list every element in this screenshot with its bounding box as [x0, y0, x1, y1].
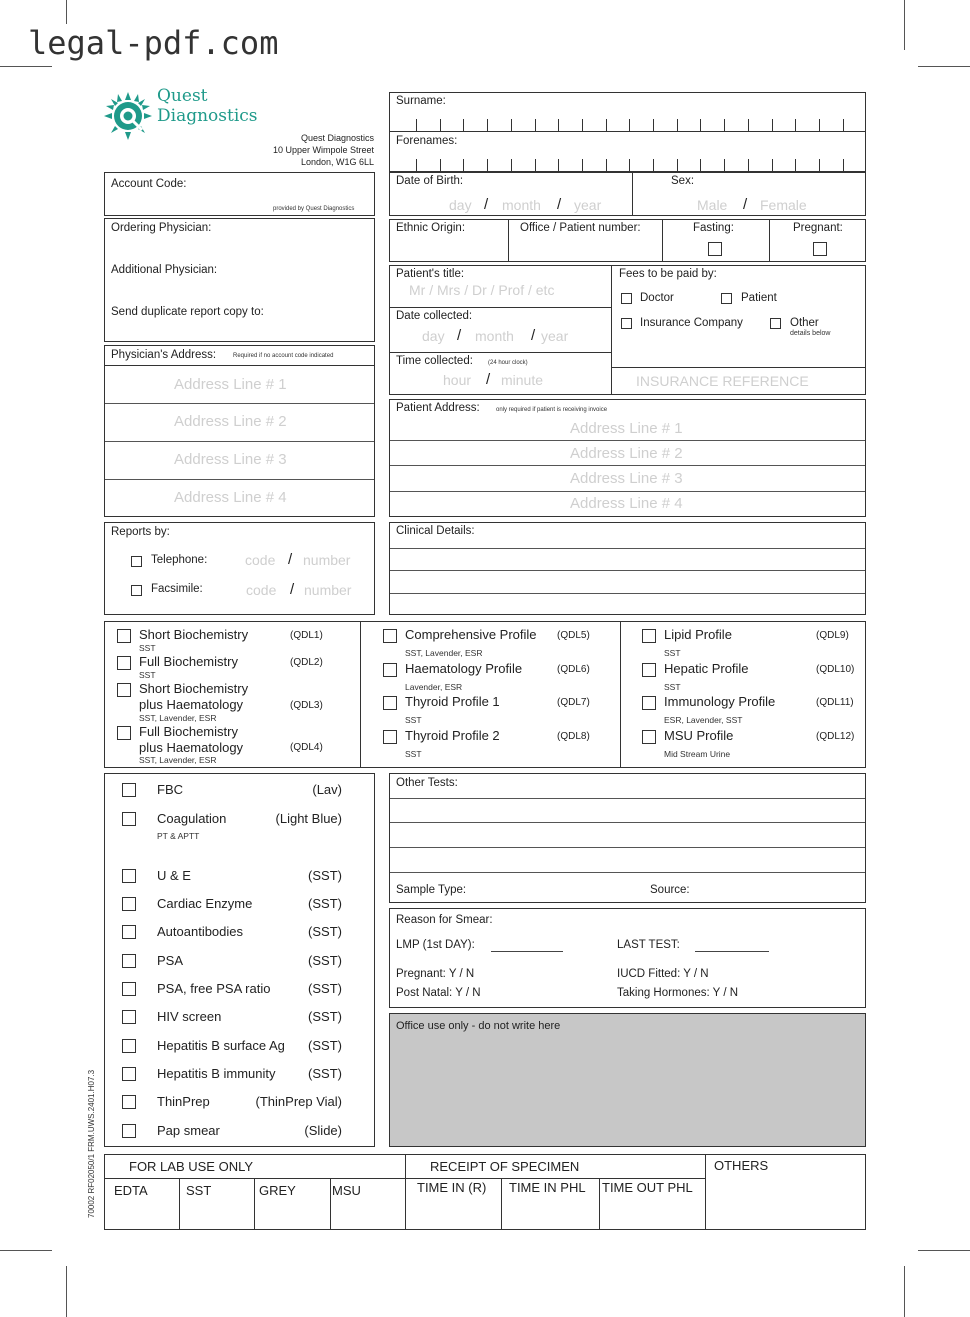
pregnant-label: Pregnant: — [793, 222, 843, 234]
letter-tick — [582, 159, 583, 171]
letter-tick — [463, 159, 464, 171]
fees-doctor-checkbox[interactable] — [621, 293, 632, 304]
letter-tick — [772, 159, 773, 171]
profile-tubes: SST — [664, 682, 681, 692]
test-checkbox[interactable] — [122, 869, 136, 883]
collected-day-field[interactable]: day — [422, 328, 445, 344]
letter-tick — [629, 119, 630, 131]
patient-address-line-1[interactable]: Address Line # 1 — [570, 420, 683, 437]
letter-tick — [772, 119, 773, 131]
profiles-box — [104, 621, 866, 768]
test-name: FBC — [157, 782, 183, 797]
letter-tick — [819, 159, 820, 171]
surname-label: Surname: — [396, 95, 446, 107]
profile-checkbox-qdl4[interactable] — [117, 726, 131, 740]
profile-name: plus Haematology — [139, 740, 244, 755]
collected-hour-field[interactable]: hour — [443, 372, 472, 388]
letter-tick — [558, 119, 559, 131]
other-tests-box[interactable] — [389, 773, 866, 903]
telephone-code-field[interactable]: code — [245, 552, 276, 568]
test-checkbox[interactable] — [122, 925, 136, 939]
profile-code: (QDL8) — [557, 731, 590, 742]
profile-tubes: SST, Lavender, ESR — [139, 713, 217, 723]
profile-name: Short Biochemistry — [139, 681, 249, 696]
other-tests-label: Other Tests: — [396, 777, 458, 789]
letter-tick — [795, 159, 796, 171]
company-address-line: London, W1G 6LL — [300, 157, 374, 167]
profile-tubes: SST — [139, 643, 156, 653]
test-tube: (ThinPrep Vial) — [255, 1094, 342, 1109]
test-name: PSA — [157, 953, 184, 968]
profile-name: Thyroid Profile 1 — [405, 694, 500, 709]
test-sub: PT & APTT — [157, 831, 200, 841]
slash: / — [557, 196, 562, 213]
test-name: Autoantibodies — [157, 924, 244, 939]
letter-tick — [535, 159, 536, 171]
sex-female-option[interactable]: Female — [760, 197, 807, 213]
account-code-box[interactable] — [104, 172, 375, 216]
profile-checkbox-qdl5[interactable] — [383, 629, 397, 643]
receipt-title: RECEIPT OF SPECIMEN — [430, 1159, 580, 1174]
divider — [105, 479, 374, 480]
fees-insurance-checkbox[interactable] — [621, 318, 632, 329]
patient-address-note: only required if patient is receiving invoice — [496, 407, 608, 413]
letter-tick — [724, 159, 725, 171]
physician-box[interactable] — [104, 218, 375, 342]
others-title: OTHERS — [714, 1158, 769, 1173]
profile-tubes: SST — [405, 715, 422, 725]
lab-use-title: FOR LAB USE ONLY — [129, 1159, 254, 1174]
slash: / — [288, 551, 293, 568]
patient-address-line-4[interactable]: Address Line # 4 — [570, 495, 683, 512]
divider — [390, 352, 611, 353]
profile-tubes: SST — [405, 749, 422, 759]
profile-checkbox-qdl2[interactable] — [117, 656, 131, 670]
last-test-label: LAST TEST: — [617, 939, 680, 951]
post-natal-yn[interactable]: Post Natal: Y / N — [396, 987, 481, 999]
source-label: Source: — [650, 884, 690, 896]
dob-year-field[interactable]: year — [574, 197, 602, 213]
ordering-physician-label: Ordering Physician: — [111, 222, 212, 234]
test-checkbox[interactable] — [122, 1067, 136, 1081]
profile-name: Short Biochemistry — [139, 627, 249, 642]
divider — [390, 491, 865, 492]
facsimile-number-field[interactable]: number — [304, 582, 352, 598]
profile-name: MSU Profile — [664, 728, 734, 743]
profile-code: (QDL9) — [816, 630, 849, 641]
watermark-text: legal-pdf.com — [28, 24, 279, 62]
test-name: Hepatitis B surface Ag — [157, 1038, 285, 1053]
profile-code: (QDL5) — [557, 630, 590, 641]
divider — [105, 441, 374, 442]
company-address-line: Quest Diagnostics — [300, 133, 374, 143]
divider — [611, 367, 865, 368]
test-name: Pap smear — [157, 1123, 220, 1138]
taking-hormones-yn[interactable]: Taking Hormones: Y / N — [617, 987, 739, 999]
profile-name: Full Biochemistry — [139, 654, 238, 669]
divider — [105, 403, 374, 404]
slash: / — [484, 196, 489, 213]
sex-label: Sex: — [671, 175, 695, 187]
letter-tick — [535, 119, 536, 131]
crop-mark — [0, 66, 52, 67]
profile-tubes: SST — [664, 648, 681, 658]
profile-name: Hepatic Profile — [664, 661, 749, 676]
physician-address-line-3[interactable]: Address Line # 3 — [174, 451, 287, 468]
profile-name: Comprehensive Profile — [405, 627, 537, 642]
test-checkbox[interactable] — [122, 897, 136, 911]
profile-name: Haematology Profile — [405, 661, 523, 676]
letter-tick — [487, 159, 488, 171]
forenames-label: Forenames: — [396, 135, 458, 147]
additional-physician-label: Additional Physician: — [111, 264, 218, 276]
test-checkbox[interactable] — [122, 783, 136, 797]
letter-tick — [463, 119, 464, 131]
profile-code: (QDL2) — [290, 657, 323, 668]
collected-minute-field[interactable]: minute — [501, 372, 544, 388]
crop-mark — [918, 66, 970, 67]
smear-pregnant-yn[interactable]: Pregnant: Y / N — [396, 968, 475, 980]
smear-box — [389, 908, 866, 1008]
divider — [501, 1178, 502, 1229]
letter-tick — [416, 119, 417, 131]
clinical-details-box[interactable] — [389, 522, 866, 615]
crop-mark — [0, 1250, 52, 1251]
profile-checkbox-qdl7[interactable] — [383, 696, 397, 710]
divider — [599, 1178, 600, 1229]
test-tube: (SST) — [308, 1066, 342, 1081]
divider — [508, 220, 509, 261]
insurance-reference-field[interactable]: INSURANCE REFERENCE — [636, 373, 809, 389]
profile-code: (QDL7) — [557, 697, 590, 708]
receipt-time-in-phl[interactable]: TIME IN PHL — [509, 1180, 586, 1195]
letter-tick — [416, 159, 417, 171]
quest-logo — [102, 90, 154, 142]
facsimile-code-field[interactable]: code — [246, 582, 277, 598]
letter-tick — [843, 159, 844, 171]
divider — [330, 1178, 331, 1229]
test-name: Hepatitis B immunity — [157, 1066, 276, 1081]
profile-code: (QDL3) — [290, 700, 323, 711]
profile-checkbox-qdl3[interactable] — [117, 683, 131, 697]
letter-tick — [700, 119, 701, 131]
dob-label: Date of Birth: — [396, 175, 464, 187]
sample-type-label: Sample Type: — [396, 884, 467, 896]
facsimile-label: Facsimile: — [151, 583, 203, 595]
letter-tick — [700, 159, 701, 171]
profile-name: Lipid Profile — [664, 627, 732, 642]
divider — [390, 465, 865, 466]
letter-tick — [606, 159, 607, 171]
lab-col-sst[interactable]: SST — [186, 1183, 212, 1198]
profile-code: (QDL6) — [557, 664, 590, 675]
divider — [632, 173, 633, 215]
dob-sex-box — [389, 172, 866, 216]
slash: / — [290, 581, 295, 598]
test-tube: (Lav) — [312, 782, 342, 797]
reason-for-smear-label: Reason for Smear: — [396, 914, 493, 926]
letter-tick — [795, 119, 796, 131]
fees-other-label: Other — [790, 317, 819, 329]
physician-address-label: Physician's Address: — [111, 349, 217, 361]
slash: / — [486, 371, 491, 388]
test-name: U & E — [157, 868, 191, 883]
letter-tick — [748, 119, 749, 131]
facsimile-checkbox[interactable] — [131, 585, 142, 596]
ethnic-origin-label: Ethnic Origin: — [396, 222, 466, 234]
company-address-line: 10 Upper Wimpole Street — [272, 145, 374, 155]
fees-patient-label: Patient — [741, 292, 777, 304]
fees-doctor-label: Doctor — [640, 292, 674, 304]
physician-address-line-2[interactable]: Address Line # 2 — [174, 413, 287, 430]
last-test-field[interactable] — [695, 951, 769, 952]
profile-tubes: SST — [139, 670, 156, 680]
physician-address-note: Required if no account code indicated — [233, 353, 334, 359]
crop-mark — [918, 1250, 970, 1251]
profile-name: Thyroid Profile 2 — [405, 728, 500, 743]
patient-address-line-2[interactable]: Address Line # 2 — [570, 445, 683, 462]
letter-tick — [724, 119, 725, 131]
letter-tick — [582, 119, 583, 131]
pregnant-checkbox[interactable] — [813, 242, 827, 256]
account-code-label: Account Code: — [111, 178, 187, 190]
profile-code: (QDL10) — [816, 664, 855, 675]
profile-tubes: Lavender, ESR — [405, 682, 463, 692]
divider — [254, 1178, 255, 1229]
physician-address-line-1[interactable]: Address Line # 1 — [174, 376, 287, 393]
details-below-note: details below — [790, 330, 831, 337]
divider — [611, 266, 612, 394]
divider — [662, 220, 663, 261]
profile-name: Immunology Profile — [664, 694, 776, 709]
brand-line2: Diagnostics — [157, 106, 258, 126]
profile-checkbox-qdl1[interactable] — [117, 629, 131, 643]
office-use-box — [389, 1013, 866, 1147]
test-tube: (SST) — [308, 981, 342, 996]
test-tube: (Slide) — [304, 1123, 342, 1138]
letter-tick — [819, 119, 820, 131]
test-tube: (SST) — [308, 868, 342, 883]
lmp-label: LMP (1st DAY): — [396, 939, 475, 951]
letter-tick — [487, 119, 488, 131]
ethnic-box — [389, 219, 866, 262]
crop-mark — [904, 0, 905, 50]
letter-tick — [440, 159, 441, 171]
letter-tick — [606, 119, 607, 131]
divider — [705, 1155, 706, 1229]
dob-day-field[interactable]: day — [449, 197, 472, 213]
letter-tick — [677, 159, 678, 171]
divider — [390, 847, 865, 848]
crop-mark — [66, 1266, 67, 1317]
patient-address-line-3[interactable]: Address Line # 3 — [570, 470, 683, 487]
telephone-checkbox[interactable] — [131, 556, 142, 567]
test-tube: (SST) — [308, 896, 342, 911]
crop-mark — [904, 1266, 905, 1317]
profile-code: (QDL1) — [290, 630, 323, 641]
test-checkbox[interactable] — [122, 954, 136, 968]
profile-checkbox-qdl8[interactable] — [383, 730, 397, 744]
test-name: PSA, free PSA ratio — [157, 981, 271, 996]
collected-year-field[interactable]: year — [541, 328, 569, 344]
dob-month-field[interactable]: month — [502, 197, 541, 213]
telephone-number-field[interactable]: number — [303, 552, 351, 568]
sex-male-option[interactable]: Male — [697, 197, 728, 213]
profile-checkbox-qdl10[interactable] — [642, 663, 656, 677]
profile-checkbox-qdl9[interactable] — [642, 629, 656, 643]
test-name: Cardiac Enzyme — [157, 896, 253, 911]
fasting-label: Fasting: — [693, 222, 734, 234]
test-checkbox[interactable] — [122, 982, 136, 996]
divider — [390, 440, 865, 441]
profile-tubes: SST, Lavender, ESR — [139, 755, 217, 765]
divider — [360, 622, 361, 767]
time-collected-label: Time collected: — [396, 355, 473, 367]
slash: / — [743, 196, 748, 213]
test-checkbox[interactable] — [122, 1095, 136, 1109]
receipt-time-out-phl[interactable]: TIME OUT PHL — [602, 1180, 693, 1195]
physician-address-box — [104, 345, 375, 517]
letter-tick — [843, 119, 844, 131]
lab-col-grey[interactable]: GREY — [259, 1183, 296, 1198]
lab-use-table — [104, 1154, 866, 1230]
patient-title-field[interactable]: Mr / Mrs / Dr / Prof / etc — [409, 282, 555, 298]
profile-checkbox-qdl11[interactable] — [642, 696, 656, 710]
profile-name: Full Biochemistry — [139, 724, 238, 739]
divider — [405, 1155, 406, 1229]
test-checkbox[interactable] — [122, 1124, 136, 1138]
form-code: 70002 RF02050/1 FRM.UWS.2401.H07.3 — [87, 1069, 96, 1218]
lmp-field[interactable] — [491, 951, 563, 952]
profile-code: (QDL4) — [290, 742, 323, 753]
office-patient-number-label: Office / Patient number: — [520, 222, 641, 234]
letter-tick — [558, 159, 559, 171]
send-duplicate-label: Send duplicate report copy to: — [111, 306, 264, 318]
profile-code: (QDL11) — [816, 697, 854, 708]
fees-patient-checkbox[interactable] — [721, 293, 732, 304]
divider — [390, 822, 865, 823]
divider — [105, 365, 374, 366]
divider — [179, 1178, 180, 1229]
profile-code: (QDL12) — [816, 731, 855, 742]
patient-address-label: Patient Address: — [396, 402, 480, 414]
physician-address-line-4[interactable]: Address Line # 4 — [174, 489, 287, 506]
test-tube: (Light Blue) — [275, 811, 342, 826]
patient-address-box — [389, 399, 866, 517]
slash: / — [457, 327, 462, 344]
letter-tick — [511, 119, 512, 131]
reports-by-box — [104, 522, 375, 615]
profile-name: plus Haematology — [139, 697, 244, 712]
letter-tick — [653, 159, 654, 171]
collected-month-field[interactable]: month — [475, 328, 514, 344]
collection-fees-box — [389, 265, 866, 395]
letter-tick — [653, 119, 654, 131]
company-address — [200, 132, 374, 168]
profile-checkbox-qdl6[interactable] — [383, 663, 397, 677]
date-collected-label: Date collected: — [396, 310, 473, 322]
lab-col-edta[interactable]: EDTA — [114, 1183, 148, 1198]
fees-paid-by-label: Fees to be paid by: — [619, 268, 717, 280]
office-use-label: Office use only - do not write here — [396, 1020, 561, 1032]
test-name: Coagulation — [157, 811, 227, 826]
slash: / — [531, 327, 536, 344]
letter-tick — [511, 159, 512, 171]
test-checkbox[interactable] — [122, 1039, 136, 1053]
test-checkbox[interactable] — [122, 1010, 136, 1024]
divider — [769, 220, 770, 261]
letter-tick — [677, 119, 678, 131]
letter-tick — [629, 159, 630, 171]
test-name: HIV screen — [157, 1009, 222, 1024]
test-tube: (SST) — [308, 953, 342, 968]
divider — [390, 798, 865, 799]
test-tube: (SST) — [308, 1009, 342, 1024]
fees-other-checkbox[interactable] — [770, 318, 781, 329]
divider — [390, 548, 865, 549]
profile-tubes: SST, Lavender, ESR — [405, 648, 483, 658]
provided-by-note: provided by Quest Diagnostics — [273, 206, 355, 212]
divider — [390, 307, 611, 308]
receipt-time-in-r[interactable]: TIME IN (R) — [417, 1180, 487, 1195]
fees-insurance-label: Insurance Company — [640, 317, 743, 329]
patient-title-label: Patient's title: — [396, 268, 465, 280]
fasting-checkbox[interactable] — [708, 242, 722, 256]
name-box — [389, 92, 866, 172]
reports-by-label: Reports by: — [111, 526, 170, 538]
divider — [390, 593, 865, 594]
clock-note: (24 hour clock) — [488, 360, 528, 366]
lab-col-msu[interactable]: MSU — [332, 1183, 361, 1198]
profile-tubes: ESR, Lavender, SST — [664, 715, 743, 725]
divider — [620, 622, 621, 767]
clinical-details-label: Clinical Details: — [396, 525, 475, 537]
test-tube: (SST) — [308, 1038, 342, 1053]
letter-tick — [440, 119, 441, 131]
surname-underline[interactable] — [390, 131, 865, 132]
test-name: ThinPrep — [157, 1094, 210, 1109]
letter-tick — [748, 159, 749, 171]
test-checkbox[interactable] — [122, 812, 136, 826]
tests-box — [104, 773, 375, 1147]
profile-checkbox-qdl12[interactable] — [642, 730, 656, 744]
iucd-fitted-yn[interactable]: IUCD Fitted: Y / N — [617, 968, 709, 980]
brand-line1: Quest — [157, 86, 208, 106]
divider — [390, 872, 865, 873]
profile-tubes: Mid Stream Urine — [664, 749, 731, 759]
divider — [390, 570, 865, 571]
telephone-label: Telephone: — [151, 554, 208, 566]
test-tube: (SST) — [308, 924, 342, 939]
